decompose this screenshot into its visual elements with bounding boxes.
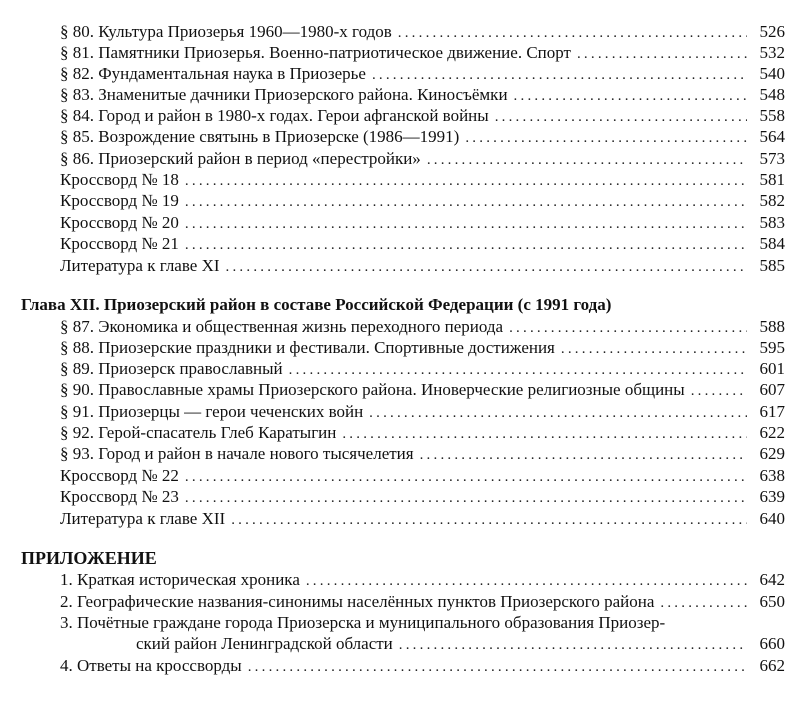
toc-entry-page: 558: [759, 106, 785, 125]
toc-entry-page: 573: [759, 149, 785, 168]
dot-leader: [185, 213, 747, 235]
dot-leader: [306, 570, 747, 592]
dot-leader: [185, 191, 747, 213]
toc-entry-title: § 88. Приозерские праздники и фестивали. Спортивные достижения: [60, 338, 555, 357]
toc-entry: [60, 465, 785, 487]
toc-entry-page: 540: [759, 64, 785, 83]
toc-entry: [60, 148, 785, 170]
toc-entry: [60, 443, 785, 465]
toc-entry-page: 660: [759, 634, 785, 653]
toc-entry: [136, 633, 785, 655]
toc-entry: [60, 212, 785, 234]
toc-entry: [60, 569, 785, 591]
dot-leader: [465, 127, 747, 149]
toc-entry-title: § 86. Приозерский район в период «перестройки»: [60, 149, 421, 168]
dot-leader: [427, 149, 747, 171]
toc-entry: [60, 337, 785, 359]
dot-leader: [342, 423, 747, 445]
toc-entry-page: 584: [759, 234, 785, 253]
toc-entry-title: Кроссворд № 20: [60, 213, 179, 232]
toc-entry: [60, 63, 785, 85]
dot-leader: [185, 466, 747, 488]
toc-entry-page: 526: [759, 22, 785, 41]
toc-entry-title: § 80. Культура Приозерья 1960—1980-х годов: [60, 22, 392, 41]
toc-entry: [60, 105, 785, 127]
toc-entry-page: 582: [759, 191, 785, 210]
toc-entry-page: 617: [759, 402, 785, 421]
chapter-heading: Глава XII. Приозерский район в составе Российской Федерации (с 1991 года): [21, 295, 612, 314]
toc-entry-title: 2. Географические названия-синонимы населённых пунктов Приозерского района: [60, 592, 655, 611]
toc-entry-title: § 90. Православные храмы Приозерского района. Иноверческие религиозные общины: [60, 380, 685, 399]
toc-entry-page: 638: [759, 466, 785, 485]
dot-leader: [577, 43, 747, 65]
toc-entry-page: 650: [759, 592, 785, 611]
dot-leader: [398, 22, 747, 44]
toc-entry: [60, 591, 785, 613]
toc-entry-page: 588: [759, 317, 785, 336]
toc-entry-page: 564: [759, 127, 785, 146]
toc-entry: [60, 190, 785, 212]
toc-entry-title: 1. Краткая историческая хроника: [60, 570, 300, 589]
toc-entry: [60, 508, 785, 530]
toc-entry-page: 640: [759, 509, 785, 528]
toc-entry-title: Литература к главе XI: [60, 256, 220, 275]
toc-entry: [60, 169, 785, 191]
toc-entry: [60, 379, 785, 401]
toc-entry-title: § 92. Герой-спасатель Глеб Каратыгин: [60, 423, 337, 442]
dot-leader: [509, 317, 747, 339]
toc-entry: [60, 486, 785, 508]
toc-entry-page: 622: [759, 423, 785, 442]
toc-entry: [60, 401, 785, 423]
toc-entry-title: ский район Ленинградской области: [136, 634, 393, 653]
dot-leader: [420, 444, 747, 466]
dot-leader: [660, 592, 747, 614]
toc-entry-title: § 87. Экономика и общественная жизнь переходного периода: [60, 317, 504, 336]
toc-entry-title: § 89. Приозерск православный: [60, 359, 283, 378]
toc-entry: [60, 358, 785, 380]
toc-entry-title: 4. Ответы на кроссворды: [60, 656, 242, 675]
toc-entry: [60, 655, 785, 677]
toc-entry: [60, 316, 785, 338]
toc-entry-page: 581: [759, 170, 785, 189]
toc-entry-page: 629: [759, 444, 785, 463]
toc-entry: [60, 422, 785, 444]
dot-leader: [369, 402, 747, 424]
dot-leader: [226, 256, 747, 278]
toc-entry-title: § 81. Памятники Приозерья. Военно-патриотическое движение. Спорт: [60, 43, 571, 62]
toc-entry-page: 662: [759, 656, 785, 675]
toc-entry-title: Кроссворд № 22: [60, 466, 179, 485]
toc-entry-page: 601: [759, 359, 785, 378]
toc-entry-title: Кроссворд № 23: [60, 487, 179, 506]
toc-entry-page: 607: [759, 380, 785, 399]
toc-entry-title: § 93. Город и район в начале нового тысячелетия: [60, 444, 414, 463]
appendix-heading: ПРИЛОЖЕНИЕ: [21, 548, 157, 568]
toc-entry: [60, 126, 785, 148]
dot-leader: [495, 106, 747, 128]
dot-leader: [185, 234, 747, 256]
dot-leader: [185, 170, 747, 192]
toc-entry-page: 642: [759, 570, 785, 589]
dot-leader: [248, 656, 747, 678]
dot-leader: [561, 338, 747, 360]
toc-entry-page: 595: [759, 338, 785, 357]
dot-leader: [691, 380, 747, 402]
toc-entry: [60, 42, 785, 64]
dot-leader: [185, 487, 747, 509]
toc-entry: [60, 21, 785, 43]
dot-leader: [289, 359, 747, 381]
dot-leader: [514, 85, 747, 107]
dot-leader: [231, 509, 747, 531]
dot-leader: [372, 64, 747, 86]
toc-entry-title: § 82. Фундаментальная наука в Приозерье: [60, 64, 366, 83]
toc-entry-page: 548: [759, 85, 785, 104]
toc-entry-page: 639: [759, 487, 785, 506]
toc-entry-title: Литература к главе XII: [60, 509, 226, 528]
toc-entry: [60, 84, 785, 106]
toc-entry-title: Кроссворд № 18: [60, 170, 179, 189]
toc-entry-title: § 85. Возрождение святынь в Приозерске (1986—1991): [60, 127, 460, 146]
toc-entry-title: § 84. Город и район в 1980-х годах. Герои афганской войны: [60, 106, 489, 125]
toc-entry-first-line: 3. Почётные граждане города Приозерска и муниципального образования Приозер-: [60, 613, 666, 632]
toc-entry-page: 532: [759, 43, 785, 62]
toc-entry: [60, 255, 785, 277]
toc-entry-title: Кроссворд № 19: [60, 191, 179, 210]
toc-entry-page: 583: [759, 213, 785, 232]
dot-leader: [399, 634, 747, 656]
toc-entry: [60, 233, 785, 255]
toc-entry-title: § 83. Знаменитые дачники Приозерского района. Киносъёмки: [60, 85, 508, 104]
toc-entry-title: Кроссворд № 21: [60, 234, 179, 253]
toc-entry-title: § 91. Приозерцы — герои чеченских войн: [60, 402, 364, 421]
toc-entry-page: 585: [759, 256, 785, 275]
